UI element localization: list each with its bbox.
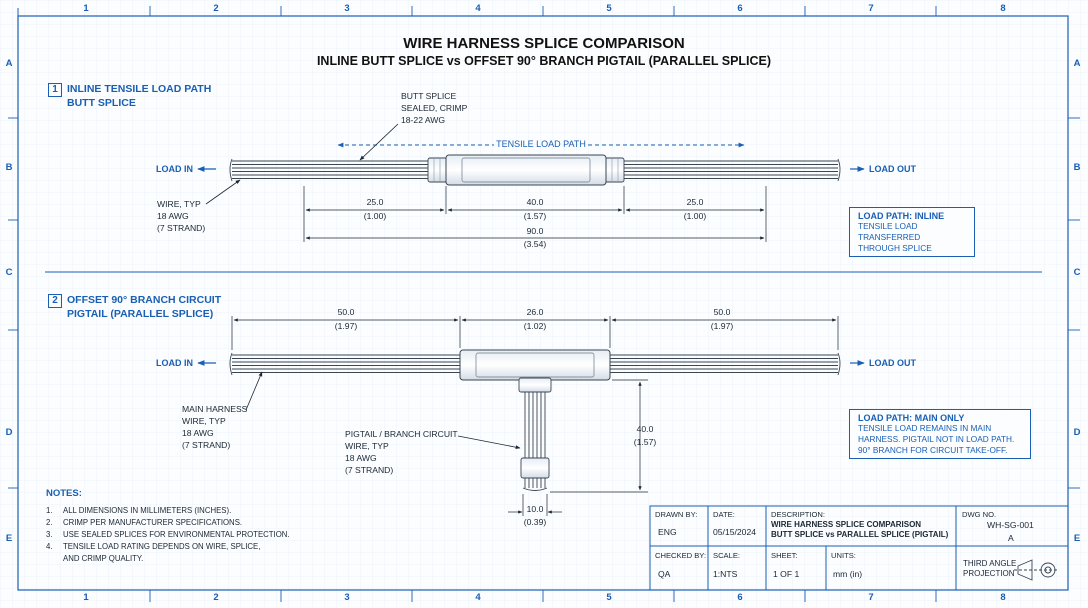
grid-col-4-bottom: 4 bbox=[475, 592, 481, 603]
tb-sheet-label: SHEET: bbox=[771, 551, 798, 560]
drawing-title: WIRE HARNESS SPLICE COMPARISON bbox=[403, 35, 685, 52]
dim-1d-mm: 90.0 bbox=[526, 226, 544, 236]
main-callout-line3: 18 AWG bbox=[182, 428, 214, 438]
note-item-4-num: 4. bbox=[46, 542, 53, 551]
dim-2b-in: (1.02) bbox=[523, 321, 547, 331]
crimp-barrel-left bbox=[428, 158, 448, 182]
tb-checked-by: QA bbox=[658, 569, 671, 579]
grid-row-a-left: A bbox=[5, 58, 13, 69]
grid-row-e-left: E bbox=[5, 533, 13, 544]
note-item-1: ALL DIMENSIONS IN MILLIMETERS (INCHES). bbox=[63, 506, 232, 515]
crimp-barrel-right bbox=[604, 158, 624, 182]
tb-scale-label: SCALE: bbox=[713, 551, 741, 560]
butt-splice-body bbox=[446, 155, 606, 185]
grid-col-1-bottom: 1 bbox=[83, 592, 89, 603]
grid-row-d-right: D bbox=[1073, 427, 1081, 438]
splice-callout-line2: SEALED, CRIMP bbox=[401, 103, 468, 113]
grid-row-e-right: E bbox=[1073, 533, 1081, 544]
section-1-heading bbox=[48, 83, 211, 97]
tb-description-line1: WIRE HARNESS SPLICE COMPARISON bbox=[771, 520, 922, 529]
note-2-heading: LOAD PATH: MAIN ONLY bbox=[858, 413, 965, 423]
wire-callout-line2: 18 AWG bbox=[157, 211, 189, 221]
grid-col-6-bottom: 6 bbox=[737, 592, 743, 603]
grid-col-2-bottom: 2 bbox=[213, 592, 219, 603]
grid-row-d-left: D bbox=[5, 427, 13, 438]
dim-1b-mm: 40.0 bbox=[526, 197, 544, 207]
grid-row-b-right: B bbox=[1073, 162, 1081, 173]
note-1-heading: LOAD PATH: INLINE bbox=[858, 211, 945, 221]
parallel-splice-body bbox=[460, 350, 610, 380]
grid-col-6-top: 6 bbox=[737, 3, 743, 14]
section-2-heading-line1: OFFSET 90° BRANCH CIRCUIT bbox=[67, 294, 222, 306]
note-item-3: USE SEALED SPLICES FOR ENVIRONMENTAL PROTECTION. bbox=[63, 530, 290, 539]
section-2-load-path-note bbox=[849, 409, 1031, 459]
tb-rev: A bbox=[1008, 533, 1014, 543]
pigtail-callout-line1: PIGTAIL / BRANCH CIRCUIT bbox=[345, 429, 458, 439]
section-1-load-out: LOAD OUT bbox=[869, 164, 916, 174]
pigtail-callout-line4: (7 STRAND) bbox=[345, 465, 394, 475]
tb-dwg-no: WH-SG-001 bbox=[987, 520, 1034, 530]
section-2-number: 2 bbox=[48, 294, 62, 308]
dim-2e-mm: 10.0 bbox=[526, 504, 544, 514]
section-1-load-in: LOAD IN bbox=[156, 164, 193, 174]
dim-2c-in: (1.97) bbox=[710, 321, 734, 331]
tb-units-label: UNITS: bbox=[831, 551, 856, 560]
section-2-heading-line2: PIGTAIL (PARALLEL SPLICE) bbox=[67, 308, 214, 320]
main-callout-line1: MAIN HARNESS bbox=[182, 404, 248, 414]
tb-dwg-no-label: DWG NO. bbox=[962, 510, 997, 519]
note-1-line2: THROUGH SPLICE bbox=[858, 242, 932, 253]
note-item-4-cont: AND CRIMP QUALITY. bbox=[63, 554, 144, 563]
dim-2e-in: (0.39) bbox=[523, 517, 547, 527]
grid-col-7-bottom: 7 bbox=[868, 592, 874, 603]
grid-col-5-top: 5 bbox=[606, 3, 612, 14]
grid-col-5-bottom: 5 bbox=[606, 592, 612, 603]
section-1-heading-line1: INLINE TENSILE LOAD PATH bbox=[67, 83, 212, 95]
main-callout-line2: WIRE, TYP bbox=[182, 416, 226, 426]
pigtail-callout-line2: WIRE, TYP bbox=[345, 441, 389, 451]
note-1-line1: TENSILE LOAD TRANSFERRED bbox=[858, 221, 921, 242]
notes-heading: NOTES: bbox=[46, 488, 82, 499]
branch-tee bbox=[519, 378, 551, 392]
splice-callout-line1: BUTT SPLICE bbox=[401, 91, 457, 101]
wire-callout-line1: WIRE, TYP bbox=[157, 199, 201, 209]
tb-units: mm (in) bbox=[833, 569, 863, 579]
dim-2d-in: (1.57) bbox=[633, 437, 657, 447]
grid-row-c-right: C bbox=[1073, 267, 1081, 278]
grid-row-b-left: B bbox=[5, 162, 13, 173]
grid-col-3-bottom: 3 bbox=[344, 592, 350, 603]
section-2-heading bbox=[48, 294, 221, 308]
tb-date: 05/15/2024 bbox=[713, 527, 757, 537]
grid-col-2-top: 2 bbox=[213, 3, 219, 14]
tensile-load-path-label: TENSILE LOAD PATH bbox=[496, 139, 586, 149]
dim-1c-in: (1.00) bbox=[683, 211, 707, 221]
note-2-line1: TENSILE LOAD REMAINS IN MAIN bbox=[858, 423, 992, 433]
section-1-number: 1 bbox=[48, 83, 62, 97]
grid-col-8-top: 8 bbox=[1000, 3, 1006, 14]
dim-1a-in: (1.00) bbox=[363, 211, 387, 221]
dim-2a-mm: 50.0 bbox=[337, 307, 355, 317]
grid-col-3-top: 3 bbox=[344, 3, 350, 14]
section-1-heading-line2: BUTT SPLICE bbox=[67, 97, 136, 109]
grid-col-7-top: 7 bbox=[868, 3, 874, 14]
note-2-line3: 90° BRANCH FOR CIRCUIT TAKE-OFF. bbox=[858, 444, 1008, 455]
tb-date-label: DATE: bbox=[713, 510, 735, 519]
tb-projection-line1: THIRD ANGLE bbox=[963, 559, 1017, 568]
note-item-2: CRIMP PER MANUFACTURER SPECIFICATIONS. bbox=[63, 518, 243, 527]
pigtail-callout-line3: 18 AWG bbox=[345, 453, 377, 463]
grid-col-8-bottom: 8 bbox=[1000, 592, 1006, 603]
dim-1a-mm: 25.0 bbox=[366, 197, 384, 207]
tb-drawn-by: ENG bbox=[658, 527, 677, 537]
dim-2c-mm: 50.0 bbox=[713, 307, 731, 317]
tb-drawn-by-label: DRAWN BY: bbox=[655, 510, 698, 519]
section-2-load-out: LOAD OUT bbox=[869, 358, 916, 368]
note-item-1-num: 1. bbox=[46, 506, 53, 515]
section-1-load-path-note bbox=[849, 207, 975, 257]
dim-1b-in: (1.57) bbox=[523, 211, 547, 221]
note-2-line2: HARNESS. PIGTAIL NOT IN LOAD PATH. bbox=[858, 433, 1015, 444]
splice-callout-line3: 18-22 AWG bbox=[401, 115, 446, 125]
note-item-3-num: 3. bbox=[46, 530, 53, 539]
tb-scale: 1:NTS bbox=[713, 569, 738, 579]
drawing-subtitle: INLINE BUTT SPLICE vs OFFSET 90° BRANCH PIGTAIL (PARALLEL SPLICE) bbox=[316, 54, 772, 68]
section-2-load-in: LOAD IN bbox=[156, 358, 193, 368]
grid-row-a-right: A bbox=[1073, 58, 1081, 69]
dim-1c-mm: 25.0 bbox=[686, 197, 704, 207]
grid-col-4-top: 4 bbox=[475, 3, 481, 14]
tb-checked-by-label: CHECKED BY: bbox=[655, 551, 707, 560]
tb-description-line2: BUTT SPLICE vs PARALLEL SPLICE (PIGTAIL) bbox=[771, 530, 949, 539]
branch-crimp bbox=[521, 458, 549, 478]
dim-1d-in: (3.54) bbox=[523, 239, 547, 249]
grid-row-c-left: C bbox=[5, 267, 13, 278]
note-item-4: TENSILE LOAD RATING DEPENDS ON WIRE, SPLICE, bbox=[63, 542, 261, 551]
dim-2a-in: (1.97) bbox=[334, 321, 358, 331]
tb-description-label: DESCRIPTION: bbox=[771, 510, 826, 519]
wire-callout-line3: (7 STRAND) bbox=[157, 223, 206, 233]
grid-col-1-top: 1 bbox=[83, 3, 89, 14]
main-callout-line4: (7 STRAND) bbox=[182, 440, 231, 450]
note-item-2-num: 2. bbox=[46, 518, 53, 527]
tb-projection-line2: PROJECTION bbox=[963, 569, 1015, 578]
dim-2d-mm: 40.0 bbox=[636, 424, 654, 434]
dim-2b-mm: 26.0 bbox=[526, 307, 544, 317]
tb-sheet: 1 OF 1 bbox=[773, 569, 800, 579]
